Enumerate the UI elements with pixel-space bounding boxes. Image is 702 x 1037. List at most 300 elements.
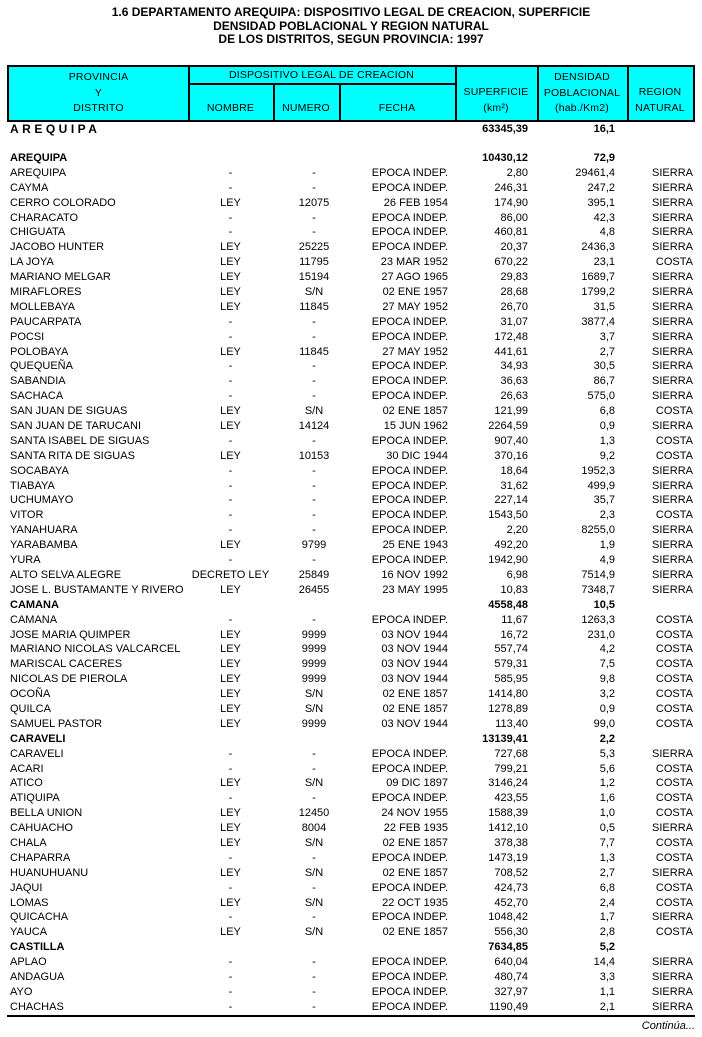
header-divider-nombre-numero <box>273 83 275 120</box>
cell-nombre: LEY <box>220 673 241 686</box>
cell-nombre: LEY <box>220 777 241 790</box>
table-row-district <box>7 717 695 732</box>
cell-superficie: 670,22 <box>494 256 528 269</box>
cell-superficie: 6,98 <box>506 568 528 581</box>
cell-distrito: LOMAS <box>10 896 49 909</box>
cell-densidad: 10,5 <box>593 598 615 611</box>
cell-densidad: 16,1 <box>593 123 615 135</box>
cell-numero: - <box>312 792 316 805</box>
cell-nombre: - <box>228 494 233 507</box>
cell-region: COSTA <box>655 405 693 418</box>
cell-numero: 9999 <box>301 628 327 641</box>
cell-numero: 9999 <box>301 673 327 686</box>
cell-superficie: 557,74 <box>494 643 528 656</box>
cell-fecha: EPOCA INDEP. <box>371 792 448 805</box>
cell-nombre: - <box>228 985 233 998</box>
cell-distrito: SAN JUAN DE TARUCANI <box>10 420 142 433</box>
cell-densidad: 72,9 <box>593 152 615 164</box>
table-row-district <box>7 419 695 434</box>
cell-numero: - <box>312 851 316 864</box>
cell-fecha: EPOCA INDEP. <box>371 434 448 447</box>
cell-distrito: ALTO SELVA ALEGRE <box>10 568 122 581</box>
cell-nombre: LEY <box>220 271 241 284</box>
header-divider-provincia <box>188 67 190 120</box>
table-header <box>7 65 695 122</box>
cell-nombre: - <box>228 166 233 179</box>
cell-numero: S/N <box>304 866 324 879</box>
cell-distrito: POCSI <box>10 330 45 343</box>
cell-superficie: 63345,39 <box>482 123 528 135</box>
cell-nombre: LEY <box>220 286 241 299</box>
cell-fecha: EPOCA INDEP. <box>371 375 448 388</box>
cell-region <box>627 598 695 613</box>
cell-nombre: - <box>228 211 233 224</box>
table-row-district <box>7 881 695 896</box>
cell-nombre: LEY <box>220 807 241 820</box>
cell-superficie: 13139,41 <box>482 732 528 745</box>
cell-numero: - <box>312 613 316 626</box>
cell-numero: 15194 <box>298 271 330 284</box>
cell-distrito: MARIANO NICOLAS VALCARCEL <box>10 643 181 656</box>
table-row-district <box>7 806 695 821</box>
cell-numero: 11845 <box>299 300 329 313</box>
cell-region: SIERRA <box>652 375 693 388</box>
cell-fecha: 22 OCT 1935 <box>382 896 448 909</box>
cell-distrito: BELLA UNION <box>10 807 83 820</box>
cell-distrito: SAN JUAN DE SIGUAS <box>10 405 128 418</box>
cell-distrito: CHALA <box>10 836 47 849</box>
cell-nombre <box>188 732 273 747</box>
cell-nombre: LEY <box>220 702 241 715</box>
cell-fecha: EPOCA INDEP. <box>371 360 448 373</box>
cell-nombre: LEY <box>220 449 241 462</box>
cell-fecha: EPOCA INDEP. <box>371 762 448 775</box>
cell-densidad: 3,2 <box>599 688 615 701</box>
cell-densidad: 1799,2 <box>581 286 615 299</box>
table-title <box>0 6 702 47</box>
cell-superficie: 4558,48 <box>488 598 528 611</box>
cell-distrito: QUILCA <box>10 702 51 715</box>
cell-superficie: 799,21 <box>494 762 528 775</box>
cell-superficie: 585,95 <box>494 673 528 686</box>
table-row-district <box>7 270 695 285</box>
cell-superficie: 370,16 <box>494 449 528 462</box>
cell-region: SIERRA <box>652 524 693 537</box>
cell-region: SIERRA <box>652 464 693 477</box>
cell-superficie: 2,80 <box>506 166 528 179</box>
header-dispositivo-group: DISPOSITIVO LEGAL DE CREACION <box>228 68 415 81</box>
table-row-district <box>7 315 695 330</box>
cell-fecha: EPOCA INDEP. <box>371 956 448 969</box>
cell-densidad: 23,1 <box>593 256 615 269</box>
cell-fecha: 30 DIC 1944 <box>386 449 448 462</box>
cell-fecha: EPOCA INDEP. <box>371 241 448 254</box>
cell-fecha: EPOCA INDEP. <box>371 851 448 864</box>
cell-nombre: LEY <box>220 300 241 313</box>
cell-superficie: 246,31 <box>494 181 528 194</box>
cell-densidad: 99,0 <box>593 717 615 730</box>
cell-numero: - <box>312 911 316 924</box>
table-row-district <box>7 642 695 657</box>
table-bottom-rule <box>7 1015 695 1017</box>
continuation-note: Continúa... <box>641 1020 695 1032</box>
cell-nombre: LEY <box>220 717 241 730</box>
cell-superficie: 327,97 <box>494 985 528 998</box>
cell-numero: - <box>312 985 316 998</box>
cell-distrito: APLAO <box>10 956 47 969</box>
cell-region <box>627 122 695 137</box>
table-row-district <box>7 464 695 479</box>
cell-superficie: 174,90 <box>494 196 528 209</box>
cell-region: SIERRA <box>652 822 693 835</box>
cell-densidad: 42,3 <box>593 211 615 224</box>
cell-numero: - <box>312 375 316 388</box>
table-row-district <box>7 240 695 255</box>
table-row-department <box>7 122 695 137</box>
cell-superficie: 86,00 <box>500 211 528 224</box>
title-line-3: DE LOS DISTRITOS, SEGUN PROVINCIA: 1997 <box>218 32 484 46</box>
cell-densidad: 7514,9 <box>581 568 615 581</box>
cell-numero: 9999 <box>301 658 327 671</box>
cell-region: SIERRA <box>652 211 693 224</box>
cell-superficie: 708,52 <box>494 866 528 879</box>
cell-nombre: - <box>228 434 233 447</box>
cell-nombre: LEY <box>220 196 241 209</box>
cell-densidad: 6,8 <box>599 881 615 894</box>
title-line-1: 1.6 DEPARTAMENTO AREQUIPA: DISPOSITIVO LEGAL DE CREACION, SUPERFICIE <box>111 5 591 19</box>
cell-numero: - <box>312 181 316 194</box>
cell-nombre: - <box>228 375 233 388</box>
cell-numero: - <box>312 970 316 983</box>
cell-numero: S/N <box>304 836 324 849</box>
cell-fecha: 27 MAY 1952 <box>382 345 448 358</box>
cell-fecha: 02 ENE 1857 <box>382 702 448 715</box>
cell-superficie: 3146,24 <box>488 777 528 790</box>
cell-distrito: CAMANA <box>10 613 58 626</box>
cell-region: SIERRA <box>652 583 693 596</box>
cell-fecha: EPOCA INDEP. <box>371 911 448 924</box>
cell-fecha: EPOCA INDEP. <box>371 181 448 194</box>
header-divider-densidad-region <box>627 67 629 120</box>
table-row-district <box>7 836 695 851</box>
cell-fecha: EPOCA INDEP. <box>371 166 448 179</box>
cell-numero: - <box>312 360 316 373</box>
cell-superficie: 424,73 <box>494 881 528 894</box>
cell-distrito: ACARI <box>10 762 44 775</box>
cell-numero: - <box>312 762 316 775</box>
cell-numero: - <box>312 434 316 447</box>
cell-superficie: 1543,50 <box>488 509 528 522</box>
cell-superficie: 7634,85 <box>488 941 528 954</box>
cell-nombre: LEY <box>220 658 241 671</box>
table-row-district <box>7 583 695 598</box>
cell-numero: 14124 <box>298 420 330 433</box>
table-row-district <box>7 970 695 985</box>
cell-fecha: EPOCA INDEP. <box>371 390 448 403</box>
cell-nombre <box>188 151 273 166</box>
cell-nombre: - <box>228 747 233 760</box>
cell-distrito: LA JOYA <box>10 256 54 269</box>
cell-nombre: LEY <box>220 241 241 254</box>
cell-densidad: 2,7 <box>599 866 615 879</box>
cell-distrito: CHARACATO <box>10 211 79 224</box>
cell-nombre: - <box>228 315 233 328</box>
cell-fecha: EPOCA INDEP. <box>371 881 448 894</box>
cell-distrito: SABANDIA <box>10 375 66 388</box>
cell-nombre: LEY <box>220 896 241 909</box>
table-row-district <box>7 538 695 553</box>
table-row-district <box>7 896 695 911</box>
cell-numero: - <box>312 226 316 239</box>
cell-distrito: MARIANO MELGAR <box>10 271 111 284</box>
cell-fecha: 26 FEB 1954 <box>383 196 448 209</box>
table-row-district <box>7 762 695 777</box>
cell-fecha: 22 FEB 1935 <box>383 822 448 835</box>
cell-superficie: 640,04 <box>494 956 528 969</box>
cell-distrito: AYO <box>10 985 33 998</box>
cell-region: SIERRA <box>652 420 693 433</box>
cell-fecha: EPOCA INDEP. <box>371 211 448 224</box>
cell-distrito: JACOBO HUNTER <box>10 241 105 254</box>
cell-densidad: 3,3 <box>599 970 615 983</box>
cell-nombre: - <box>228 613 233 626</box>
cell-distrito: CAHUACHO <box>10 822 73 835</box>
header-densidad: DENSIDAD POBLACIONAL (hab./Km2) <box>543 71 621 114</box>
table-row-district <box>7 330 695 345</box>
cell-fecha <box>339 940 455 955</box>
cell-region: SIERRA <box>652 568 693 581</box>
cell-nombre: LEY <box>220 643 241 656</box>
cell-superficie: 1414,80 <box>488 688 528 701</box>
table-row-district <box>7 568 695 583</box>
cell-distrito: CERRO COLORADO <box>10 196 116 209</box>
cell-distrito: AREQUIPA <box>10 152 68 164</box>
cell-densidad: 35,7 <box>593 494 615 507</box>
cell-distrito: HUANUHUANU <box>10 866 89 879</box>
cell-region: SIERRA <box>652 330 693 343</box>
cell-densidad: 2,1 <box>599 1000 615 1013</box>
cell-fecha: EPOCA INDEP. <box>371 315 448 328</box>
cell-nombre: LEY <box>220 628 241 641</box>
cell-region: COSTA <box>655 643 693 656</box>
cell-distrito: NICOLAS DE PIEROLA <box>10 673 128 686</box>
cell-fecha: 02 ENE 1957 <box>382 286 448 299</box>
cell-fecha: EPOCA INDEP. <box>371 509 448 522</box>
cell-densidad: 1,2 <box>599 777 615 790</box>
cell-numero: S/N <box>304 688 324 701</box>
cell-numero: S/N <box>304 405 324 418</box>
cell-superficie: 2,20 <box>506 524 528 537</box>
cell-region: COSTA <box>655 792 693 805</box>
cell-numero <box>273 732 339 747</box>
cell-densidad: 2,4 <box>599 896 615 909</box>
cell-superficie: 16,72 <box>500 628 528 641</box>
cell-superficie: 10430,12 <box>482 152 528 164</box>
cell-numero <box>273 122 339 137</box>
cell-fecha <box>339 598 455 613</box>
header-divider-fecha-superficie <box>455 67 457 120</box>
cell-superficie: 31,62 <box>500 479 528 492</box>
cell-nombre: LEY <box>220 583 241 596</box>
cell-region: COSTA <box>655 881 693 894</box>
cell-fecha: 02 ENE 1857 <box>382 836 448 849</box>
cell-densidad: 31,5 <box>593 300 615 313</box>
cell-fecha: 03 NOV 1944 <box>381 673 448 686</box>
cell-distrito: CARAVELI <box>10 747 64 760</box>
cell-region: COSTA <box>655 688 693 701</box>
cell-fecha <box>339 732 455 747</box>
cell-superficie: 1048,42 <box>488 911 528 924</box>
cell-superficie: 907,40 <box>494 434 528 447</box>
cell-numero: 25225 <box>298 241 330 254</box>
cell-fecha: EPOCA INDEP. <box>371 985 448 998</box>
cell-distrito: SOCABAYA <box>10 464 69 477</box>
table-row-district <box>7 613 695 628</box>
cell-fecha: 27 AGO 1965 <box>381 271 448 284</box>
cell-distrito: SAMUEL PASTOR <box>10 717 103 730</box>
cell-distrito: JAQUI <box>10 881 43 894</box>
cell-numero: 9999 <box>301 643 327 656</box>
cell-region: COSTA <box>655 613 693 626</box>
cell-densidad: 9,8 <box>599 673 615 686</box>
cell-region: SIERRA <box>652 226 693 239</box>
cell-nombre: LEY <box>220 926 241 939</box>
header-divider-dispositivo <box>188 83 455 85</box>
cell-region: COSTA <box>655 658 693 671</box>
table-row-district <box>7 255 695 270</box>
cell-distrito: SACHACA <box>10 390 64 403</box>
cell-fecha <box>339 122 455 137</box>
cell-densidad: 1,1 <box>599 985 615 998</box>
cell-densidad: 499,9 <box>587 479 615 492</box>
cell-densidad: 1,7 <box>599 911 615 924</box>
cell-distrito: JOSE MARIA QUIMPER <box>10 628 131 641</box>
cell-fecha: 02 ENE 1857 <box>382 405 448 418</box>
cell-superficie: 11,67 <box>501 613 528 626</box>
cell-distrito: POLOBAYA <box>10 345 69 358</box>
cell-superficie: 556,30 <box>494 926 528 939</box>
cell-region: COSTA <box>655 762 693 775</box>
cell-densidad: 2,2 <box>599 732 615 745</box>
cell-superficie: 441,61 <box>494 345 528 358</box>
cell-region: SIERRA <box>652 315 693 328</box>
cell-region: COSTA <box>655 434 693 447</box>
cell-region: SIERRA <box>652 866 693 879</box>
cell-nombre: LEY <box>220 405 241 418</box>
cell-superficie: 1278,89 <box>488 702 528 715</box>
cell-region: SIERRA <box>652 747 693 760</box>
cell-densidad: 9,2 <box>599 449 615 462</box>
table-row-district <box>7 285 695 300</box>
cell-distrito: YARABAMBA <box>10 539 78 552</box>
cell-numero: S/N <box>304 926 324 939</box>
cell-distrito: ATIQUIPA <box>10 792 60 805</box>
cell-densidad: 8255,0 <box>581 524 615 537</box>
cell-region <box>627 940 695 955</box>
table-row-district <box>7 702 695 717</box>
cell-nombre: LEY <box>220 866 241 879</box>
table-row-district <box>7 866 695 881</box>
cell-densidad: 1,9 <box>599 539 615 552</box>
cell-superficie: 227,14 <box>494 494 528 507</box>
cell-fecha: EPOCA INDEP. <box>371 554 448 567</box>
table-row-province <box>7 940 695 955</box>
table-row-province <box>7 598 695 613</box>
title-line-2: DENSIDAD POBLACIONAL Y REGION NATURAL <box>213 18 489 33</box>
cell-numero: - <box>312 211 316 224</box>
cell-distrito: MARISCAL CACERES <box>10 658 123 671</box>
cell-numero: 9799 <box>301 539 327 552</box>
cell-distrito: JOSE L. BUSTAMANTE Y RIVERO <box>10 583 184 596</box>
cell-distrito: QUEQUEÑA <box>10 360 73 373</box>
cell-nombre: - <box>228 792 233 805</box>
cell-nombre: - <box>228 911 233 924</box>
cell-region: SIERRA <box>652 390 693 403</box>
cell-region: SIERRA <box>652 956 693 969</box>
cell-region: SIERRA <box>652 494 693 507</box>
cell-densidad: 575,0 <box>587 390 615 403</box>
cell-nombre: LEY <box>220 822 241 835</box>
cell-densidad: 2,7 <box>599 345 615 358</box>
cell-fecha: EPOCA INDEP. <box>371 970 448 983</box>
cell-nombre: - <box>228 851 233 864</box>
cell-densidad: 7348,7 <box>581 583 615 596</box>
cell-region: COSTA <box>655 777 693 790</box>
table-row-district <box>7 985 695 1000</box>
cell-superficie: 1190,49 <box>489 1000 528 1013</box>
table-row-district <box>7 523 695 538</box>
cell-nombre: DECRETO LEY <box>191 568 270 581</box>
cell-nombre: LEY <box>220 539 241 552</box>
cell-superficie: 727,68 <box>494 747 528 760</box>
cell-region: SIERRA <box>652 554 693 567</box>
cell-densidad: 4,2 <box>599 643 615 656</box>
cell-fecha: EPOCA INDEP. <box>371 330 448 343</box>
cell-region: SIERRA <box>652 479 693 492</box>
table-row-district <box>7 211 695 226</box>
cell-superficie: 20,37 <box>500 241 528 254</box>
table-row-district <box>7 508 695 523</box>
table-row-province <box>7 151 695 166</box>
cell-densidad: 86,7 <box>593 375 615 388</box>
cell-distrito: CAMANA <box>10 598 59 611</box>
header-divider-numero-fecha <box>339 83 341 120</box>
cell-superficie: 172,48 <box>494 330 528 343</box>
table-row-district <box>7 553 695 568</box>
cell-fecha: EPOCA INDEP. <box>371 1000 448 1013</box>
cell-superficie: 36,63 <box>500 375 528 388</box>
cell-densidad: 3,7 <box>599 330 615 343</box>
cell-distrito: CHACHAS <box>10 1000 64 1013</box>
cell-distrito: YURA <box>10 554 41 567</box>
cell-numero: - <box>312 464 316 477</box>
cell-superficie: 579,31 <box>494 658 528 671</box>
cell-distrito: YAUCA <box>10 926 48 939</box>
cell-densidad: 1,3 <box>599 434 615 447</box>
cell-region: SIERRA <box>652 360 693 373</box>
cell-densidad: 1,6 <box>599 792 615 805</box>
cell-superficie: 480,74 <box>494 970 528 983</box>
cell-fecha: 02 ENE 1857 <box>382 926 448 939</box>
cell-fecha: 24 NOV 1955 <box>381 807 448 820</box>
cell-distrito: YANAHUARA <box>10 524 78 537</box>
cell-region: COSTA <box>655 509 693 522</box>
table-row-district <box>7 657 695 672</box>
cell-fecha: 23 MAY 1995 <box>382 583 448 596</box>
cell-densidad: 3877,4 <box>581 315 615 328</box>
cell-region: COSTA <box>655 717 693 730</box>
cell-nombre: - <box>228 762 233 775</box>
